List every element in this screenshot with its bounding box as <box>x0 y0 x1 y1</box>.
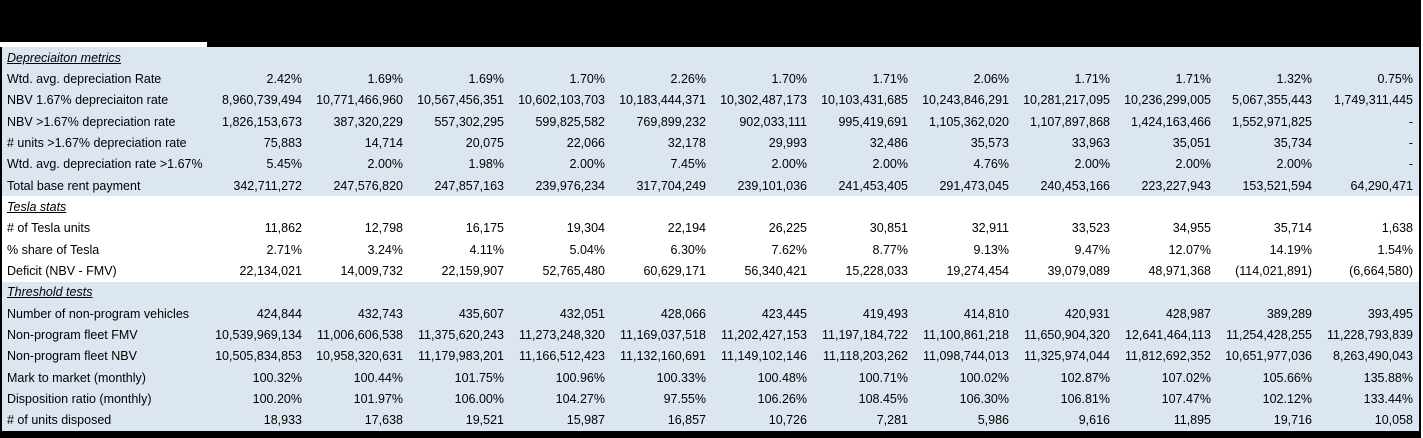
value-cell[interactable]: 11,149,102,146 <box>721 349 807 364</box>
table-row-units-1-67-depreciation-rate <box>2 132 1419 153</box>
value-cell[interactable]: 387,320,229 <box>333 114 403 129</box>
row-label[interactable]: # of units disposed <box>7 413 112 428</box>
value-cell[interactable]: 35,714 <box>1273 221 1312 236</box>
row-label[interactable]: Mark to market (monthly) <box>7 370 146 385</box>
value-cell[interactable]: 100.02% <box>959 370 1009 385</box>
value-cell[interactable]: 424,844 <box>256 306 302 321</box>
table-row-non-program-fleet-fmv <box>2 324 1419 345</box>
value-cell[interactable]: 10,183,444,371 <box>619 93 706 108</box>
masked-header-right <box>207 0 1421 47</box>
value-cell[interactable]: 11,202,427,153 <box>721 327 807 342</box>
value-cell[interactable]: 48,971,368 <box>1148 263 1211 278</box>
value-cell[interactable]: 902,033,111 <box>739 114 807 129</box>
value-cell[interactable]: 4.76% <box>973 157 1009 172</box>
value-cell[interactable]: 7.62% <box>771 242 807 257</box>
value-cell[interactable]: 106.26% <box>757 391 807 406</box>
table-row-deficit-nbv-fmv <box>2 260 1419 281</box>
value-cell[interactable]: 8.77% <box>872 242 908 257</box>
value-cell[interactable]: 11,862 <box>264 221 302 236</box>
value-cell[interactable]: 32,486 <box>869 135 908 150</box>
value-cell[interactable]: 241,453,405 <box>838 178 908 193</box>
table-row-wtd-avg-depreciation-rate <box>2 68 1419 89</box>
value-cell[interactable]: 2.00% <box>1074 157 1110 172</box>
value-cell[interactable]: 107.02% <box>1161 370 1211 385</box>
value-cell[interactable]: 19,274,454 <box>946 263 1009 278</box>
value-cell[interactable]: 1.69% <box>468 71 504 86</box>
value-cell[interactable]: 10,243,846,291 <box>922 93 1009 108</box>
value-cell[interactable]: 20,075 <box>465 135 504 150</box>
value-cell[interactable]: 100.96% <box>555 370 605 385</box>
value-cell[interactable]: 10,302,487,173 <box>720 93 807 108</box>
value-cell[interactable]: 29,993 <box>768 135 807 150</box>
value-cell[interactable]: 135.88% <box>1363 370 1413 385</box>
value-cell[interactable]: 5,067,355,443 <box>1232 93 1312 108</box>
value-cell[interactable]: 239,101,036 <box>737 178 807 193</box>
value-cell[interactable]: 100.33% <box>656 370 706 385</box>
value-cell[interactable]: 105.66% <box>1262 370 1312 385</box>
table-row-share-of-tesla <box>2 239 1419 260</box>
row-label[interactable]: Disposition ratio (monthly) <box>7 391 152 406</box>
value-cell[interactable]: 34,955 <box>1172 221 1211 236</box>
table-row-wtd-avg-depreciation-rate-1-67 <box>2 154 1419 175</box>
value-cell[interactable]: - <box>1408 114 1413 129</box>
value-cell[interactable]: 19,716 <box>1273 413 1312 428</box>
value-cell[interactable]: 14.19% <box>1269 242 1312 257</box>
value-cell[interactable]: 291,473,045 <box>939 178 1009 193</box>
value-cell[interactable]: (6,664,580) <box>1349 263 1413 278</box>
value-cell[interactable]: 11,895 <box>1173 413 1211 428</box>
value-cell[interactable]: 420,931 <box>1064 306 1110 321</box>
value-cell[interactable]: 10,103,431,685 <box>821 93 908 108</box>
value-cell[interactable]: 14,009,732 <box>340 263 403 278</box>
value-cell[interactable]: 11,325,974,044 <box>1024 349 1110 364</box>
value-cell[interactable]: 8,960,739,494 <box>222 93 302 108</box>
value-cell[interactable]: 419,493 <box>862 306 908 321</box>
value-cell[interactable]: 107.47% <box>1161 391 1211 406</box>
value-cell[interactable]: 19,521 <box>465 413 504 428</box>
value-cell[interactable]: 10,505,834,853 <box>215 349 302 364</box>
value-cell[interactable]: 10,958,320,631 <box>316 349 403 364</box>
value-cell[interactable]: 432,743 <box>357 306 403 321</box>
value-cell[interactable]: 8,263,490,043 <box>1333 349 1413 364</box>
value-cell[interactable]: 414,810 <box>963 306 1009 321</box>
row-label[interactable]: # of Tesla units <box>7 221 91 236</box>
masked-header-left <box>0 0 207 47</box>
value-cell[interactable]: 104.27% <box>555 391 605 406</box>
value-cell[interactable]: 2.00% <box>872 157 908 172</box>
value-cell[interactable]: 10,567,456,351 <box>417 93 504 108</box>
value-cell[interactable]: 432,051 <box>559 306 605 321</box>
value-cell[interactable]: 11,273,248,320 <box>519 327 605 342</box>
value-cell[interactable]: 9,616 <box>1078 413 1110 428</box>
value-cell[interactable]: 11,812,692,352 <box>1125 349 1211 364</box>
value-cell[interactable]: 22,066 <box>566 135 605 150</box>
value-cell[interactable]: 2.06% <box>973 71 1009 86</box>
value-cell[interactable]: 18,933 <box>263 413 302 428</box>
value-cell[interactable]: 11,650,904,320 <box>1024 327 1110 342</box>
section-header-row-threshold-tests <box>2 282 1419 303</box>
value-cell[interactable]: 75,883 <box>263 135 302 150</box>
section-header-label[interactable]: Threshold tests <box>7 285 93 300</box>
value-cell[interactable]: 12,641,464,113 <box>1125 327 1211 342</box>
table-row-non-program-fleet-nbv <box>2 346 1419 367</box>
masked-header-band <box>0 0 1421 47</box>
value-cell[interactable]: 106.81% <box>1060 391 1110 406</box>
value-cell[interactable]: 10,058 <box>1374 413 1413 428</box>
value-cell[interactable]: 11,100,861,218 <box>923 327 1009 342</box>
table-row-number-of-non-program-vehicles <box>2 303 1419 324</box>
value-cell[interactable]: 1.71% <box>1074 71 1110 86</box>
value-cell[interactable]: 2.26% <box>670 71 706 86</box>
row-label[interactable]: Non-program fleet FMV <box>7 327 138 342</box>
value-cell[interactable]: 133.44% <box>1363 391 1413 406</box>
value-cell[interactable]: 100.20% <box>252 391 302 406</box>
value-cell[interactable]: 32,178 <box>667 135 706 150</box>
value-cell[interactable]: 1.70% <box>771 71 807 86</box>
value-cell[interactable]: 9.13% <box>973 242 1009 257</box>
value-cell[interactable]: 15,987 <box>566 413 605 428</box>
value-cell[interactable]: 52,765,480 <box>542 263 605 278</box>
value-cell[interactable]: 33,523 <box>1071 221 1110 236</box>
value-cell[interactable]: 2.42% <box>266 71 302 86</box>
row-label[interactable]: NBV >1.67% depreciation rate <box>7 114 176 129</box>
value-cell[interactable]: 102.12% <box>1262 391 1312 406</box>
value-cell[interactable]: 12.07% <box>1168 242 1211 257</box>
row-label[interactable]: Wtd. avg. depreciation rate >1.67% <box>7 157 203 172</box>
value-cell[interactable]: 100.32% <box>252 370 302 385</box>
value-cell[interactable]: 64,290,471 <box>1350 178 1413 193</box>
table-row-total-base-rent-payment <box>2 175 1419 196</box>
value-cell[interactable]: 428,987 <box>1165 306 1211 321</box>
value-cell[interactable]: 2.00% <box>1276 157 1312 172</box>
table-row-disposition-ratio-monthly <box>2 388 1419 409</box>
value-cell[interactable]: 423,445 <box>761 306 807 321</box>
value-cell[interactable]: 1.54% <box>1377 242 1413 257</box>
value-cell[interactable]: 30,851 <box>869 221 908 236</box>
value-cell[interactable]: 1.71% <box>1175 71 1211 86</box>
table-row-mark-to-market-monthly <box>2 367 1419 388</box>
value-cell[interactable]: 11,197,184,722 <box>822 327 908 342</box>
value-cell[interactable]: 101.75% <box>454 370 504 385</box>
value-cell[interactable]: 11,132,160,691 <box>620 349 706 364</box>
value-cell[interactable]: 2.71% <box>266 242 302 257</box>
value-cell[interactable]: 1,826,153,673 <box>222 114 302 129</box>
value-cell[interactable]: 11,254,428,255 <box>1226 327 1312 342</box>
value-cell[interactable]: 1,638 <box>1381 221 1413 236</box>
value-cell[interactable]: 10,236,299,005 <box>1124 93 1211 108</box>
value-cell[interactable]: 102.87% <box>1060 370 1110 385</box>
value-cell[interactable]: 35,734 <box>1273 135 1312 150</box>
value-cell[interactable]: 9.47% <box>1074 242 1110 257</box>
row-label[interactable]: Deficit (NBV - FMV) <box>7 263 117 278</box>
row-label[interactable]: Total base rent payment <box>7 178 141 193</box>
value-cell[interactable]: 17,638 <box>364 413 403 428</box>
value-cell[interactable]: 428,066 <box>660 306 706 321</box>
value-cell[interactable]: 11,118,203,262 <box>822 349 908 364</box>
section-header-row-tesla-stats <box>2 196 1419 217</box>
value-cell[interactable]: 106.00% <box>454 391 504 406</box>
value-cell[interactable]: 2.00% <box>771 157 807 172</box>
section-header-label[interactable]: Tesla stats <box>7 199 67 214</box>
value-cell[interactable]: 247,576,820 <box>333 178 403 193</box>
value-cell[interactable]: 19,304 <box>566 221 605 236</box>
masked-header-left-black <box>0 0 207 42</box>
value-cell[interactable]: 60,629,171 <box>643 263 706 278</box>
value-cell[interactable]: 15,228,033 <box>845 263 908 278</box>
value-cell[interactable]: 1.71% <box>872 71 908 86</box>
value-cell[interactable]: 16,175 <box>465 221 504 236</box>
value-cell[interactable]: 5,986 <box>977 413 1009 428</box>
table-bottom-border <box>0 431 1421 438</box>
value-cell[interactable]: 1,552,971,825 <box>1232 114 1312 129</box>
row-label[interactable]: NBV 1.67% depreciaiton rate <box>7 93 169 108</box>
value-cell[interactable]: 56,340,421 <box>744 263 807 278</box>
value-cell[interactable]: 108.45% <box>858 391 908 406</box>
value-cell[interactable]: 26,225 <box>768 221 807 236</box>
table-row-nbv-1-67-depreciaiton-rate <box>2 90 1419 111</box>
value-cell[interactable]: 599,825,582 <box>535 114 605 129</box>
value-cell[interactable]: 2.00% <box>367 157 403 172</box>
value-cell[interactable]: 10,726 <box>768 413 807 428</box>
value-cell[interactable]: 393,495 <box>1367 306 1413 321</box>
value-cell[interactable]: 317,704,249 <box>636 178 706 193</box>
value-cell[interactable]: 10,771,466,960 <box>316 93 403 108</box>
value-cell[interactable]: - <box>1408 157 1413 172</box>
value-cell[interactable]: 16,857 <box>667 413 706 428</box>
value-cell[interactable]: 22,159,907 <box>441 263 504 278</box>
value-cell[interactable]: 11,166,512,423 <box>519 349 605 364</box>
value-cell[interactable]: 2.00% <box>1175 157 1211 172</box>
value-cell[interactable]: 100.44% <box>353 370 403 385</box>
value-cell[interactable]: 1.98% <box>468 157 504 172</box>
value-cell[interactable]: 14,714 <box>364 135 403 150</box>
table-body <box>0 47 1421 431</box>
row-label[interactable]: Non-program fleet NBV <box>7 349 137 364</box>
value-cell[interactable]: (114,021,891) <box>1235 263 1312 278</box>
value-cell[interactable]: 342,711,272 <box>233 178 302 193</box>
value-cell[interactable]: 3.24% <box>367 242 403 257</box>
value-cell[interactable]: 100.48% <box>757 370 807 385</box>
value-cell[interactable]: 35,573 <box>970 135 1009 150</box>
value-cell[interactable]: 153,521,594 <box>1242 178 1312 193</box>
value-cell[interactable]: 1,424,163,466 <box>1131 114 1211 129</box>
value-cell[interactable]: - <box>1408 135 1413 150</box>
value-cell[interactable]: 97.55% <box>663 391 706 406</box>
value-cell[interactable]: 1.32% <box>1276 71 1312 86</box>
value-cell[interactable]: 4.11% <box>469 242 504 257</box>
value-cell[interactable]: 101.97% <box>353 391 403 406</box>
value-cell[interactable]: 240,453,166 <box>1040 178 1110 193</box>
value-cell[interactable]: 11,179,983,201 <box>418 349 504 364</box>
table-row-of-tesla-units <box>2 218 1419 239</box>
value-cell[interactable]: 11,375,620,243 <box>418 327 504 342</box>
value-cell[interactable]: 5.45% <box>266 157 302 172</box>
value-cell[interactable]: 35,051 <box>1172 135 1211 150</box>
table-row-of-units-disposed <box>2 410 1419 431</box>
value-cell[interactable]: 11,228,793,839 <box>1327 327 1413 342</box>
value-cell[interactable]: 1.69% <box>367 71 403 86</box>
value-cell[interactable]: 10,651,977,036 <box>1225 349 1312 364</box>
value-cell[interactable]: 247,857,163 <box>434 178 504 193</box>
value-cell[interactable]: 12,798 <box>364 221 403 236</box>
row-label[interactable]: # units >1.67% depreciation rate <box>7 135 187 150</box>
value-cell[interactable]: 5.04% <box>569 242 605 257</box>
value-cell[interactable]: 33,963 <box>1071 135 1110 150</box>
value-cell[interactable]: 239,976,234 <box>535 178 605 193</box>
table-row-nbv-1-67-depreciation-rate <box>2 111 1419 132</box>
value-cell[interactable]: 10,539,969,134 <box>215 327 302 342</box>
value-cell[interactable]: 1,749,311,445 <box>1333 93 1413 108</box>
value-cell[interactable]: 1.70% <box>569 71 605 86</box>
value-cell[interactable]: 769,899,232 <box>636 114 706 129</box>
value-cell[interactable]: 11,169,037,518 <box>620 327 706 342</box>
row-label[interactable]: Number of non-program vehicles <box>7 306 190 321</box>
value-cell[interactable]: 32,911 <box>971 221 1009 236</box>
value-cell[interactable]: 223,227,943 <box>1141 178 1211 193</box>
value-cell[interactable]: 0.75% <box>1377 71 1413 86</box>
value-cell[interactable]: 1,105,362,020 <box>929 114 1009 129</box>
section-header-label[interactable]: Depreciaiton metrics <box>7 50 121 65</box>
value-cell[interactable]: 39,079,089 <box>1047 263 1110 278</box>
value-cell[interactable]: 22,134,021 <box>239 263 302 278</box>
section-header-row-depreciaiton-metrics <box>2 47 1419 68</box>
value-cell[interactable]: 7.45% <box>670 157 706 172</box>
row-label[interactable]: Wtd. avg. depreciation Rate <box>7 71 162 86</box>
row-label[interactable]: % share of Tesla <box>7 242 100 257</box>
value-cell[interactable]: 11,006,606,538 <box>317 327 403 342</box>
value-cell[interactable]: 389,289 <box>1266 306 1312 321</box>
value-cell[interactable]: 435,607 <box>458 306 504 321</box>
value-cell[interactable]: 100.71% <box>858 370 908 385</box>
value-cell[interactable]: 6.30% <box>670 242 706 257</box>
value-cell[interactable]: 2.00% <box>569 157 605 172</box>
value-cell[interactable]: 11,098,744,013 <box>923 349 1009 364</box>
value-cell[interactable]: 995,419,691 <box>838 114 908 129</box>
value-cell[interactable]: 7,281 <box>876 413 908 428</box>
value-cell[interactable]: 10,281,217,095 <box>1023 93 1110 108</box>
value-cell[interactable]: 557,302,295 <box>434 114 504 129</box>
value-cell[interactable]: 1,107,897,868 <box>1030 114 1110 129</box>
value-cell[interactable]: 106.30% <box>959 391 1009 406</box>
value-cell[interactable]: 22,194 <box>667 221 706 236</box>
value-cell[interactable]: 10,602,103,703 <box>518 93 605 108</box>
